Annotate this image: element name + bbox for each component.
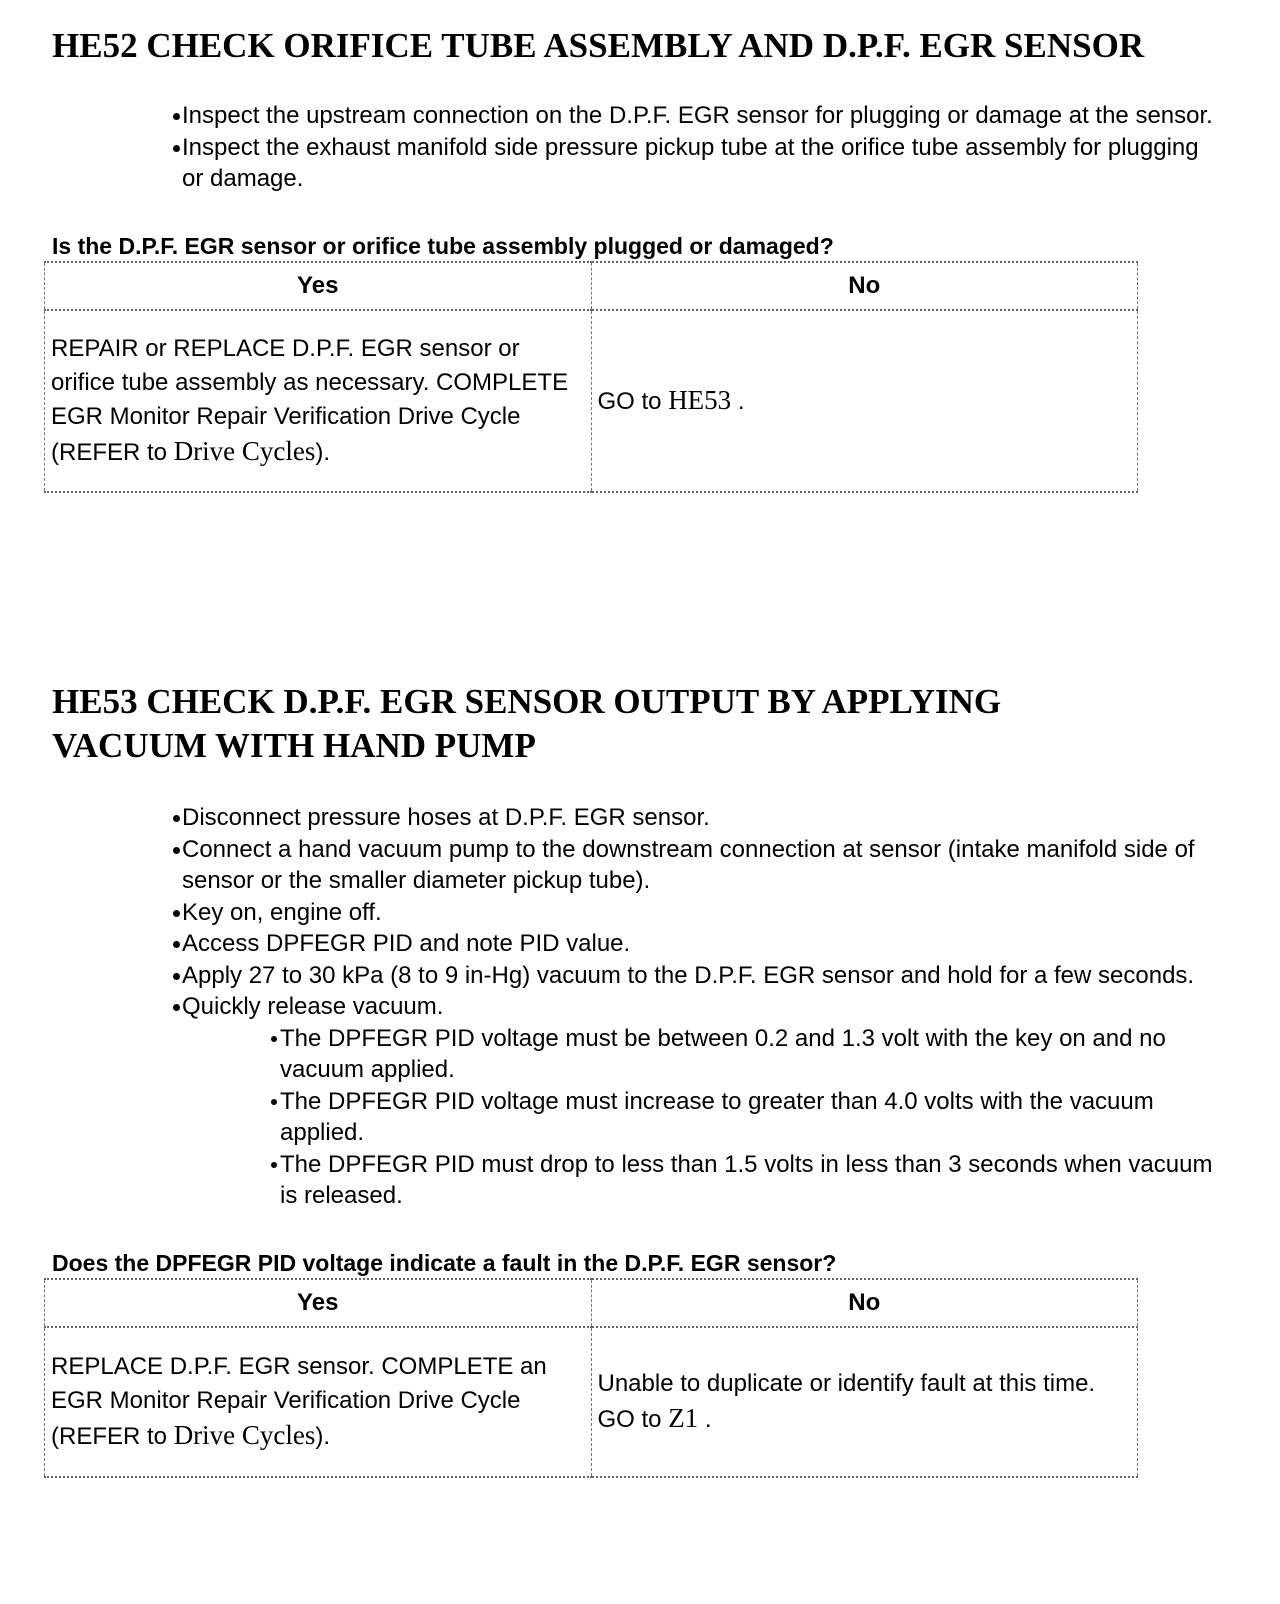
decision-table [44,261,1138,493]
yes-cell: REPAIR or REPLACE D.P.F. EGR sensor or orifice tube assembly as necessary. COMPLETE EGR Monitor Repair Verification Drive Cycle (REFER to Drive Cycles). [45,310,592,492]
no-header: No [591,262,1138,310]
section-he53 [0,680,1280,1478]
list-item: Disconnect pressure hoses at D.P.F. EGR sensor. [0,802,1222,834]
list-item: Inspect the upstream connection on the D.P.F. EGR sensor for plugging or damage at the sensor. [0,100,1222,132]
he53-link[interactable]: HE53 [668,384,732,415]
no-cell: Unable to duplicate or identify fault at this time. GO to Z1 . [591,1327,1138,1477]
bullet-list [0,802,1280,1212]
section-title: HE53 CHECK D.P.F. EGR SENSOR OUTPUT BY APPLYING VACUUM WITH HAND PUMP [52,682,1002,765]
sub-list-item: The DPFEGR PID voltage must be between 0.2 and 1.3 volt with the key on and no vacuum applied. [0,1023,1230,1086]
decision-table [44,1278,1138,1478]
sub-list-item: The DPFEGR PID voltage must increase to greater than 4.0 volts with the vacuum applied. [0,1086,1230,1149]
list-item: Quickly release vacuum. [0,991,1222,1023]
no-cell: GO to HE53 . [591,310,1138,492]
yes-header: Yes [45,262,592,310]
list-item: Access DPFEGR PID and note PID value. [0,928,1222,960]
list-item: Apply 27 to 30 kPa (8 to 9 in-Hg) vacuum to the D.P.F. EGR sensor and hold for a few seconds. [0,960,1222,992]
sub-list-item: The DPFEGR PID must drop to less than 1.5 volts in less than 3 seconds when vacuum is released. [0,1149,1230,1212]
yes-cell: REPLACE D.P.F. EGR sensor. COMPLETE an EGR Monitor Repair Verification Drive Cycle (REFER to Drive Cycles). [45,1327,592,1477]
z1-link[interactable]: Z1 [668,1402,699,1433]
question: Does the DPFEGR PID voltage indicate a fault in the D.P.F. EGR sensor? [52,1249,837,1276]
list-item: Key on, engine off. [0,897,1222,929]
question: Is the D.P.F. EGR sensor or orifice tube assembly plugged or damaged? [52,232,834,259]
list-item: Connect a hand vacuum pump to the downstream connection at sensor (intake manifold side of sensor or the smaller diameter pickup tube). [0,834,1222,897]
section-he52 [0,24,1280,493]
drive-cycles-link[interactable]: Drive Cycles [173,435,316,466]
yes-header: Yes [45,1279,592,1327]
list-item: Inspect the exhaust manifold side pressure pickup tube at the orifice tube assembly for plugging or damage. [0,132,1222,195]
bullet-list [0,100,1280,195]
no-header: No [591,1279,1138,1327]
drive-cycles-link[interactable]: Drive Cycles [173,1419,316,1450]
section-title: HE52 CHECK ORIFICE TUBE ASSEMBLY AND D.P.F. EGR SENSOR [52,26,1145,65]
